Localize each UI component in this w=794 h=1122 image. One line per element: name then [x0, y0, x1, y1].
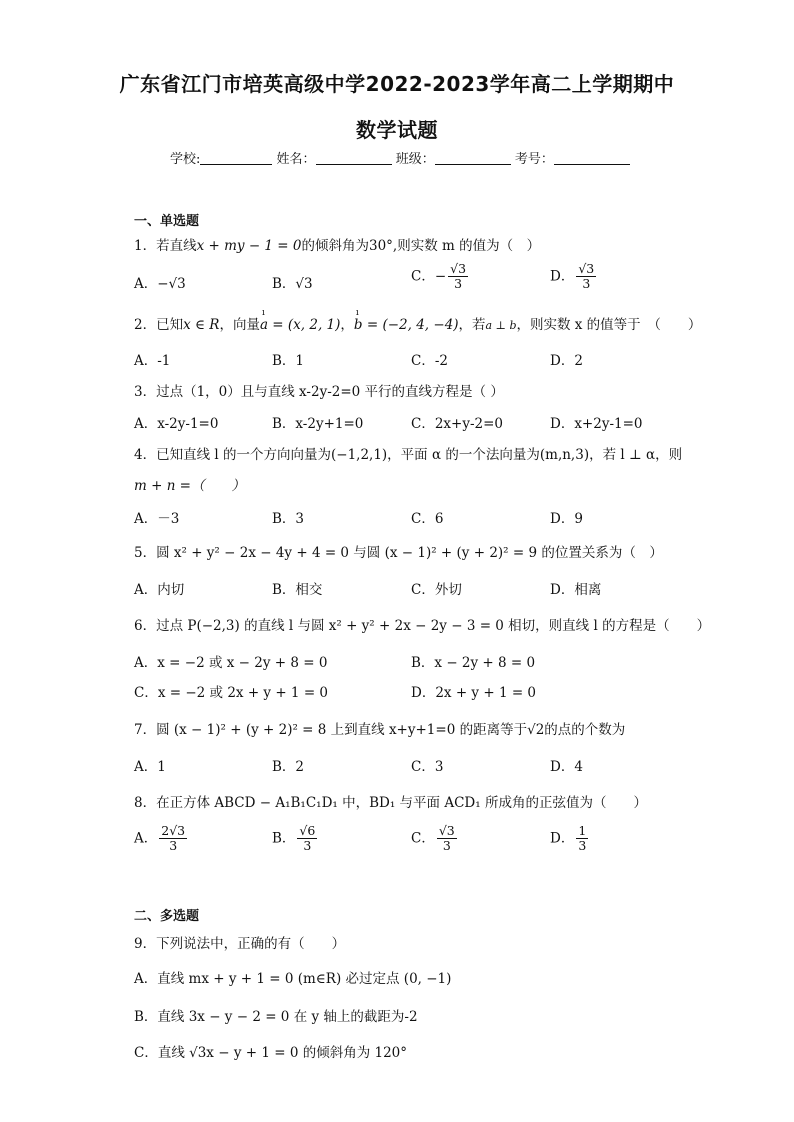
q4-option-c: C．6 [411, 511, 444, 527]
q8-option-d: D． $\frac{1}{3}$ [550, 823, 587, 854]
question-3: 3．过点（1，0）且与直线 x-2y-2=0 平行的直线方程是（ ） [134, 384, 504, 400]
q6-option-b: B．x − 2y + 8 = 0 [411, 655, 536, 671]
q8-option-c: C． $\frac{√3}{3}$ [411, 823, 455, 854]
page-title: 广东省江门市培英高级中学2022-2023学年高二上学期期中 [119, 72, 675, 96]
field-school-label: 学校: [170, 152, 201, 167]
q2-option-c: C．-2 [411, 353, 448, 369]
q8-option-b: B． $\frac{√6}{3}$ [272, 823, 316, 854]
q9-option-b: B．直线 3x − y − 2 = 0 在 y 轴上的截距为-2 [134, 1009, 418, 1025]
question-8: 8．在正方体 ABCD − A₁B₁C₁D₁ 中，BD₁ 与平面 ACD₁ 所成角的正弦值为（ ） [134, 795, 647, 811]
q5-option-d: D．相离 [550, 582, 602, 598]
number-blank [554, 150, 630, 165]
q8-option-a: A． $\frac{2√3}{3}$ [134, 823, 186, 854]
question-4-line1: 4．已知直线 l 的一个方向向量为(−1,2,1)，平面 α 的一个法向量为(m,n,3)，若 l ⊥ α，则 [134, 447, 683, 463]
question-2: 2．已知x ∈ R，向量ı a = (x, 2, 1)，ı b = (−2, 4, −4)，若a ⊥ b，则实数 x 的值等于 （ ） [134, 313, 701, 333]
q1-expr: x + my − 1 = 0 [196, 238, 302, 254]
q1-pre: 1．若直线 [134, 238, 197, 254]
q4-option-d: D．9 [550, 511, 583, 527]
section-heading-single: 一、单选题 [134, 214, 200, 229]
q3-option-d: D．x+2y-1=0 [550, 416, 643, 432]
q1-option-d: D． $\frac{√3}{3}$ [550, 261, 595, 292]
question-4-line2: m + n =（ ） [134, 478, 245, 494]
q1-post: 的倾斜角为30°,则实数 m 的值为（ ） [301, 238, 541, 254]
q3-option-a: A．x-2y-1=0 [134, 416, 219, 432]
info-fields [170, 148, 630, 167]
q9-option-c: C．直线 √3x − y + 1 = 0 的倾斜角为 120° [134, 1045, 408, 1061]
q6-option-a: A．x = −2 或 x − 2y + 8 = 0 [134, 655, 328, 671]
field-number-label: 考号： [514, 152, 554, 167]
q1-option-a: A．−√3 [134, 276, 186, 292]
question-1 [134, 234, 540, 254]
question-6: 6．过点 P(−2,3) 的直线 l 与圆 x² + y² + 2x − 2y − 3 = 0 相切，则直线 l 的方程是（ ） [134, 618, 711, 634]
q5-option-a: A．内切 [134, 582, 185, 598]
q1-option-b: B．√3 [272, 276, 313, 292]
question-7: 7．圆 (x − 1)² + (y + 2)² = 8 上到直线 x+y+1=0 的距离等于√2的点的个数为 [134, 722, 626, 738]
name-blank [316, 150, 392, 165]
question-9: 9．下列说法中，正确的有（ ） [134, 936, 346, 952]
question-5: 5．圆 x² + y² − 2x − 4y + 4 = 0 与圆 (x − 1)² + (y + 2)² = 9 的位置关系为（ ） [134, 545, 663, 561]
q3-option-c: C．2x+y-2=0 [411, 416, 504, 432]
school-blank [200, 150, 272, 165]
q6-option-c: C．x = −2 或 2x + y + 1 = 0 [134, 685, 329, 701]
q7-option-b: B．2 [272, 759, 305, 775]
q5-option-c: C．外切 [411, 582, 462, 598]
q9-option-a: A．直线 mx + y + 1 = 0 (m∈R) 必过定点 (0, −1) [134, 971, 452, 987]
field-class-label: 班级： [395, 152, 435, 167]
q7-option-c: C．3 [411, 759, 444, 775]
page-subtitle: 数学试题 [356, 118, 438, 142]
q1-option-c: C．− $\frac{√3}{3}$ [411, 261, 467, 292]
q4-option-a: A．－3 [134, 511, 180, 527]
q3-option-b: B．x-2y+1=0 [272, 416, 364, 432]
q5-option-b: B．相交 [272, 582, 323, 598]
class-blank [435, 150, 511, 165]
field-name-label: 姓名： [276, 152, 316, 167]
q6-option-d: D．2x + y + 1 = 0 [411, 685, 537, 701]
section-heading-multi: 二、多选题 [134, 909, 200, 924]
q7-option-d: D．4 [550, 759, 583, 775]
sqrt2: √2 [527, 722, 545, 738]
q4-option-b: B．3 [272, 511, 305, 527]
q7-option-a: A．1 [134, 759, 166, 775]
q2-option-b: B．1 [272, 353, 305, 369]
q2-option-a: A．-1 [134, 353, 171, 369]
q2-option-d: D．2 [550, 353, 583, 369]
